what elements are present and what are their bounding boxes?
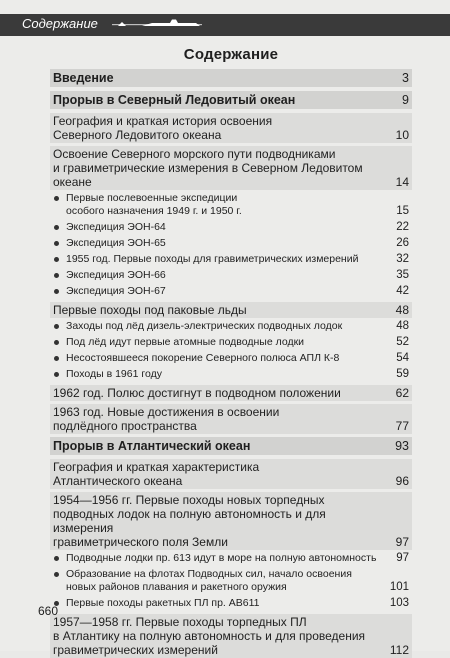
toc-subentry <box>50 319 412 334</box>
toc-subentry <box>50 268 412 283</box>
page-number: 660 <box>38 604 59 618</box>
toc-subentry <box>50 252 412 267</box>
bullet-icon <box>54 340 59 345</box>
toc-page-number: 77 <box>395 419 409 433</box>
toc-entry-text: География и краткая характеристика Атлантического океана <box>53 460 260 488</box>
toc-subentry-lead <box>50 285 176 298</box>
toc-subentry <box>50 567 412 595</box>
toc-entry-text: Первые послевоенные экспедиции особого назначения 1949 г. и 1950 г. <box>66 192 242 217</box>
toc-entry-text: Первые походы ракетных ПЛ пр. АВ611 <box>66 597 260 609</box>
toc-title: Содержание <box>183 46 279 63</box>
bullet-icon <box>54 241 59 246</box>
toc-page-number: 96 <box>395 474 409 488</box>
toc-page-number: 9 <box>402 93 409 107</box>
toc-entry-text: Введение <box>53 71 114 85</box>
toc-entry-text: Под лёд идут первые атомные подводные лодки <box>66 336 305 348</box>
toc-entry-text: 1955 год. Первые походы для гравиметрических измерений <box>66 253 359 265</box>
toc-page-number: 10 <box>395 128 409 142</box>
toc-entry <box>50 113 412 143</box>
toc-subentry-lead <box>50 568 362 594</box>
bullet-icon <box>54 372 59 377</box>
toc-entry-text: Заходы под лёд дизель-электрических подводных лодок <box>66 320 343 332</box>
toc-entry-text: Экспедиция ЭОН-66 <box>66 269 166 281</box>
toc-entry-text: География и краткая история освоения Северного Ледовитого океана <box>53 114 273 142</box>
toc-subentry-lead <box>50 368 172 381</box>
toc-page-number: 48 <box>396 320 409 332</box>
toc-page-number: 42 <box>396 285 409 297</box>
toc-entry-text: Экспедиция ЭОН-64 <box>66 221 166 233</box>
toc-entry-text: 1957—1958 гг. Первые походы торпедных ПЛ в Атлантику на полную автономность и для проведения гравиметрических измерений <box>53 615 366 657</box>
toc-entry-text: 1963 год. Новые достижения в освоении подлёдного пространства <box>53 405 280 433</box>
toc-subentry-lead <box>50 192 252 218</box>
toc-subentry-lead <box>50 237 176 250</box>
toc-subentry <box>50 351 412 366</box>
toc-page-number: 93 <box>395 439 409 453</box>
bullet-icon <box>54 225 59 230</box>
toc-page-number: 32 <box>396 253 409 265</box>
bullet-icon <box>54 196 59 201</box>
toc-entry-text: Экспедиция ЭОН-67 <box>66 285 166 297</box>
toc-entry-text: Прорыв в Атлантический океан <box>53 439 251 453</box>
toc-entry <box>50 459 412 489</box>
toc-section-heading <box>50 91 412 109</box>
toc-page-number: 112 <box>389 643 409 657</box>
toc-page-number: 14 <box>395 175 409 189</box>
toc-subentry <box>50 596 412 611</box>
bullet-icon <box>54 356 59 361</box>
toc-entry-text: 1962 год. Полюс достигнут в подводном положении <box>53 386 341 400</box>
toc-section-heading <box>50 69 412 87</box>
running-header-title: Содержание <box>22 16 98 31</box>
toc-subentry-lead <box>50 221 176 234</box>
toc-entry <box>50 404 412 434</box>
toc-subentry-lead <box>50 269 176 282</box>
bullet-icon <box>54 324 59 329</box>
toc-subentry <box>50 335 412 350</box>
toc-entry-text: Несостоявшееся покорение Северного полюса АПЛ К-8 <box>66 352 340 364</box>
toc-page-number: 97 <box>396 552 409 564</box>
toc-page-number: 101 <box>389 581 409 593</box>
bullet-icon <box>54 556 59 561</box>
table-of-contents <box>50 44 412 658</box>
toc-page-number: 35 <box>396 269 409 281</box>
toc-subentry <box>50 236 412 251</box>
toc-entry <box>50 302 412 318</box>
toc-entry <box>50 614 412 658</box>
toc-page-number: 15 <box>396 205 409 217</box>
toc-subentry <box>50 284 412 299</box>
toc-entry-text: Образование на флотах Подводных сил, начало освоения новых районов плавания и ракетного оружия <box>66 568 352 593</box>
bullet-icon <box>54 257 59 262</box>
toc-subentry <box>50 367 412 382</box>
toc-entry-text: Освоение Северного морского пути подводниками и гравиметрические измерения в Северном Ледовитом океане <box>53 147 363 189</box>
toc-entry-text: Прорыв в Северный Ледовитый океан <box>53 93 296 107</box>
toc-page-number: 3 <box>402 71 409 85</box>
toc-entry <box>50 146 412 190</box>
toc-page-number: 54 <box>396 352 409 364</box>
toc-subentry <box>50 220 412 235</box>
toc-entry-text: Экспедиция ЭОН-65 <box>66 237 166 249</box>
submarine-icon <box>112 18 202 30</box>
bullet-icon <box>54 273 59 278</box>
toc-page-number: 103 <box>389 597 409 609</box>
toc-subentry-lead <box>50 336 314 349</box>
toc-subentry-lead <box>50 552 386 565</box>
toc-entry-text: Первые походы под паковые льды <box>53 303 247 317</box>
toc-entry-text: 1954—1956 гг. Первые походы новых торпедных подводных лодок на полную автономность и для измерения гравиметрического поля Земли <box>53 493 326 549</box>
toc-page-number: 48 <box>395 303 409 317</box>
toc-subentry-lead <box>50 597 270 610</box>
toc-subentry-lead <box>50 320 352 333</box>
toc-subentry <box>50 551 412 566</box>
toc-entry-text: Подводные лодки пр. 613 идут в море на полную автономность <box>66 552 377 564</box>
running-header <box>0 14 450 36</box>
toc-subentry-lead <box>50 253 368 266</box>
toc-subentry-lead <box>50 352 349 365</box>
toc-page-number: 59 <box>396 368 409 380</box>
toc-page-number: 26 <box>396 237 409 249</box>
toc-page-number: 22 <box>396 221 409 233</box>
toc-subentry <box>50 191 412 219</box>
bullet-icon <box>54 289 59 294</box>
toc-entry <box>50 385 412 401</box>
toc-page-number: 97 <box>395 535 409 549</box>
toc-entry <box>50 492 412 550</box>
toc-page-number: 62 <box>395 386 409 400</box>
toc-entry-text: Походы в 1961 году <box>66 368 162 380</box>
toc-page-number: 52 <box>396 336 409 348</box>
toc-section-heading <box>50 437 412 455</box>
bullet-icon <box>54 572 59 577</box>
